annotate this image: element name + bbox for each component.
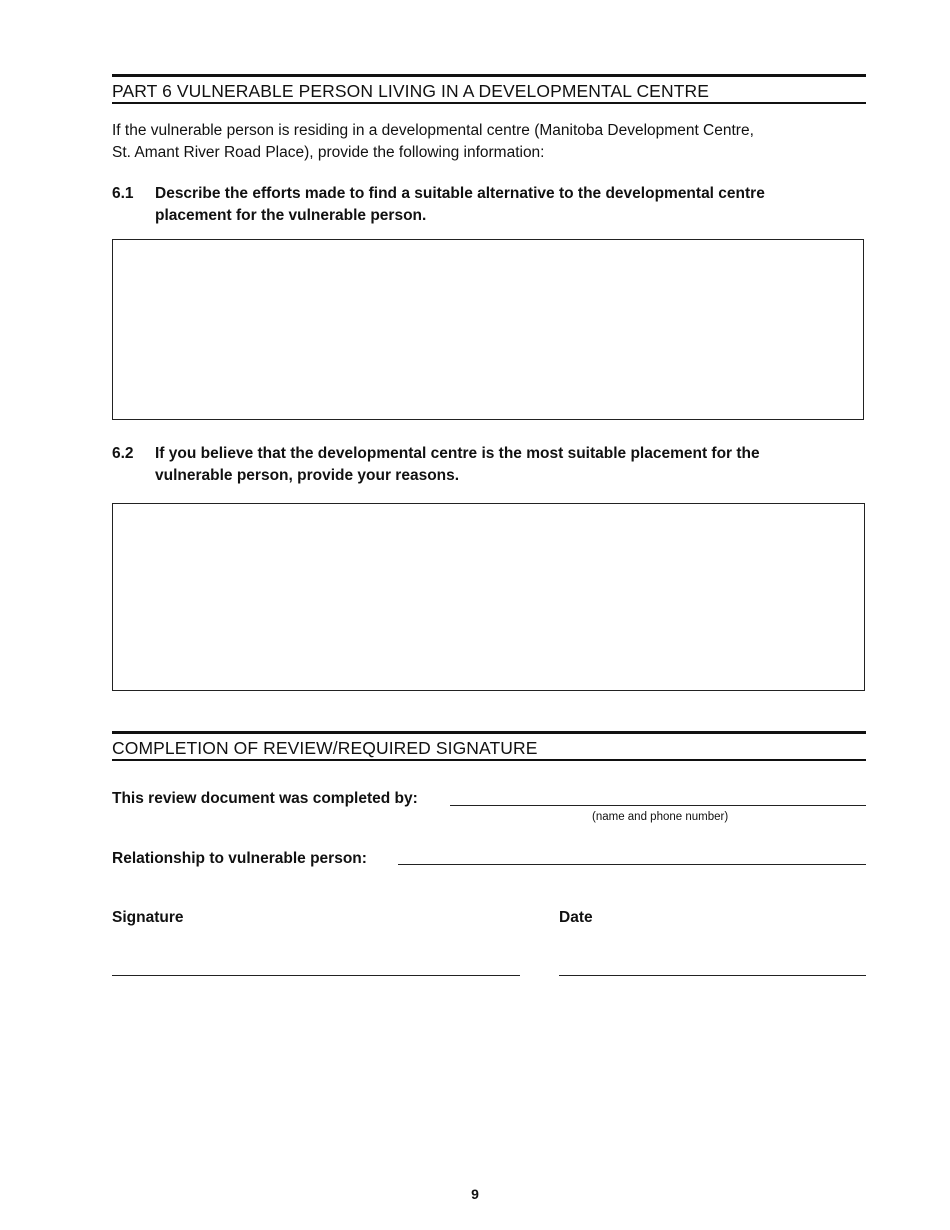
relationship-label: Relationship to vulnerable person:	[112, 850, 367, 867]
answer-box-6-2[interactable]	[112, 503, 865, 691]
part6-intro	[112, 120, 832, 164]
completed-by-label: This review document was completed by:	[112, 790, 418, 807]
page-number: 9	[471, 1186, 479, 1202]
question-text	[155, 183, 835, 227]
answer-box-6-1[interactable]	[112, 239, 864, 420]
date-label: Date	[559, 909, 593, 926]
completion-header	[112, 731, 866, 761]
part6-header	[112, 74, 866, 104]
question-text-line-1: If you believe that the developmental centre is the most suitable placement for the	[155, 445, 760, 462]
completion-title: COMPLETION OF REVIEW/REQUIRED SIGNATURE	[112, 738, 538, 758]
date-field[interactable]	[559, 975, 866, 976]
relationship-field[interactable]	[398, 864, 866, 865]
intro-line-2: St. Amant River Road Place), provide the following information:	[112, 144, 545, 161]
completed-by-hint: (name and phone number)	[592, 811, 729, 823]
question-text-line-1: Describe the efforts made to find a suitable alternative to the developmental centre	[155, 185, 765, 202]
question-text-line-2: placement for the vulnerable person.	[155, 207, 427, 224]
question-text	[155, 443, 835, 487]
signature-label: Signature	[112, 909, 184, 926]
question-number: 6.2	[112, 445, 134, 462]
completed-by-field[interactable]	[450, 805, 866, 806]
intro-line-1: If the vulnerable person is residing in a developmental centre (Manitoba Development Centre,	[112, 122, 754, 139]
part6-title: PART 6 VULNERABLE PERSON LIVING IN A DEVELOPMENTAL CENTRE	[112, 81, 709, 101]
signature-field[interactable]	[112, 975, 520, 976]
question-text-line-2: vulnerable person, provide your reasons.	[155, 467, 460, 484]
question-number: 6.1	[112, 185, 134, 202]
